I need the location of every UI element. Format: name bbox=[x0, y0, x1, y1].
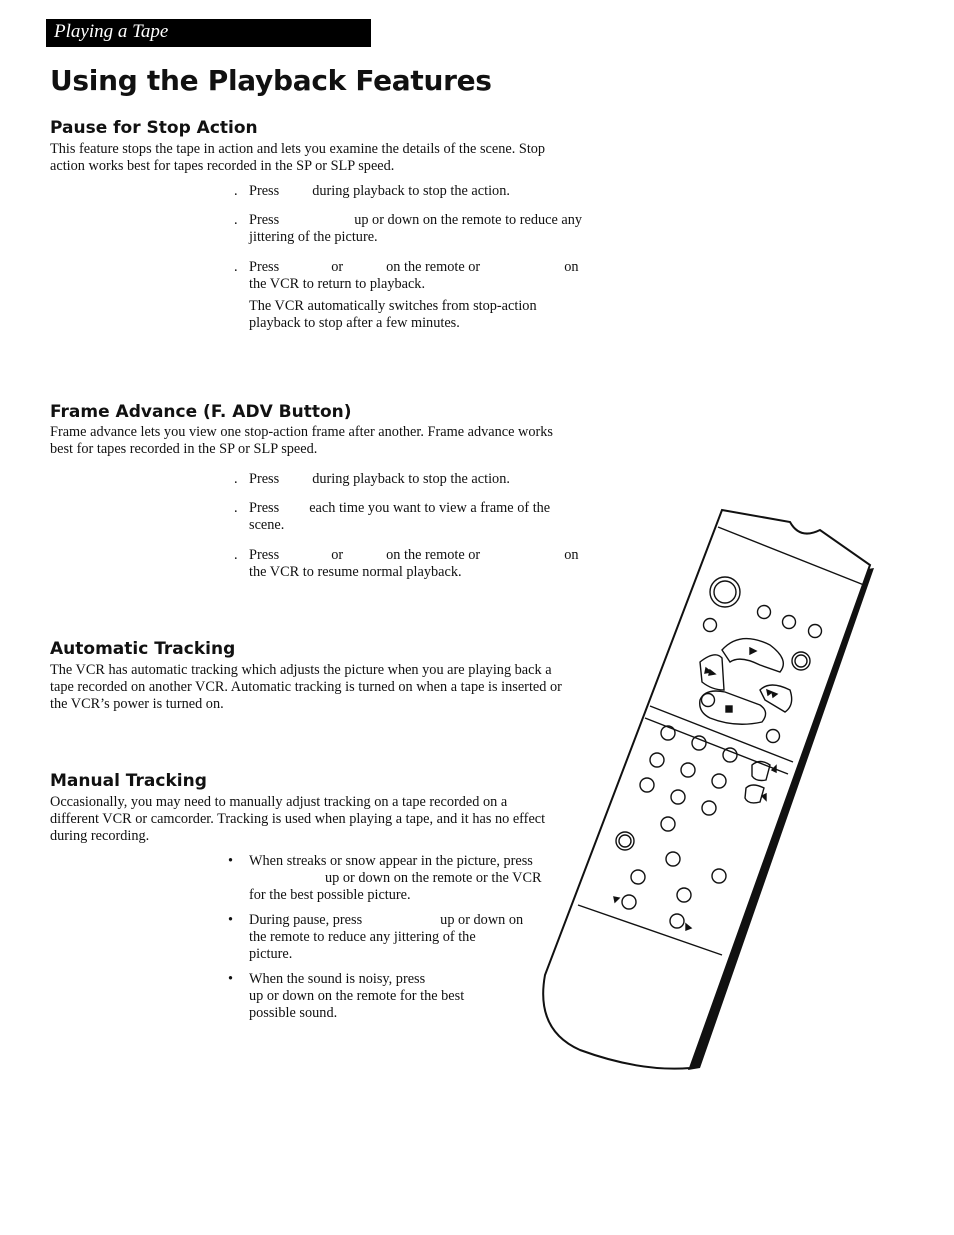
pause-heading: Pause for Stop Action bbox=[50, 118, 258, 138]
manual-heading: Manual Tracking bbox=[50, 771, 207, 791]
stop-icon bbox=[726, 706, 732, 712]
manual-bullet-3: • When the sound is noisy, press up or down on the remote for the best possible sound. bbox=[228, 971, 465, 1021]
frame-step-2: . Press each time you want to view a frame of the scene. bbox=[234, 500, 551, 533]
pause-intro: This feature stops the tape in action and lets you examine the details of the scene. Stop action works best for tapes recorded in the SP or SLP speed. bbox=[50, 141, 546, 174]
pause-note: The VCR automatically switches from stop-action playback to stop after a few minutes. bbox=[249, 298, 537, 331]
manual-bullet-1: • When streaks or snow appear in the picture, press up or down on the remote or the VCR for the best possible picture. bbox=[228, 853, 542, 903]
remote-control-illustration bbox=[535, 505, 880, 1075]
manual-bullet-2: • During pause, press up or down on the remote to reduce any jittering of the picture. bbox=[228, 912, 524, 962]
page-title: Using the Playback Features bbox=[50, 64, 492, 97]
frame-step-3: . Press or on the remote or on the VCR to resume normal playback. bbox=[234, 547, 579, 580]
frame-intro: Frame advance lets you view one stop-action frame after another. Frame advance works best for tapes recorded in the SP or SLP speed. bbox=[50, 424, 553, 457]
section-banner bbox=[46, 19, 371, 47]
frame-step-1: . Press during playback to stop the action. bbox=[234, 471, 510, 487]
frame-heading: Frame Advance (F. ADV Button) bbox=[50, 402, 352, 422]
auto-body: The VCR has automatic tracking which adjusts the picture when you are playing back a tape recorded on another VCR. Automatic tracking is turned on when a tape is inserted or the VCR’s power is turned on. bbox=[50, 662, 562, 712]
pause-step-2: . Press up or down on the remote to reduce any jittering of the picture. bbox=[234, 212, 583, 245]
section-title: Playing a Tape bbox=[54, 21, 169, 42]
pause-step-3: . Press or on the remote or on the VCR to return to playback. bbox=[234, 259, 579, 292]
pause-step-1: . Press during playback to stop the action. bbox=[234, 183, 510, 199]
remote-body bbox=[543, 510, 870, 1069]
manual-body: Occasionally, you may need to manually adjust tracking on a tape recorded on a different VCR or camcorder. Tracking is used when playing a tape, and it has no effect during recording. bbox=[50, 794, 546, 844]
auto-heading: Automatic Tracking bbox=[50, 639, 236, 659]
